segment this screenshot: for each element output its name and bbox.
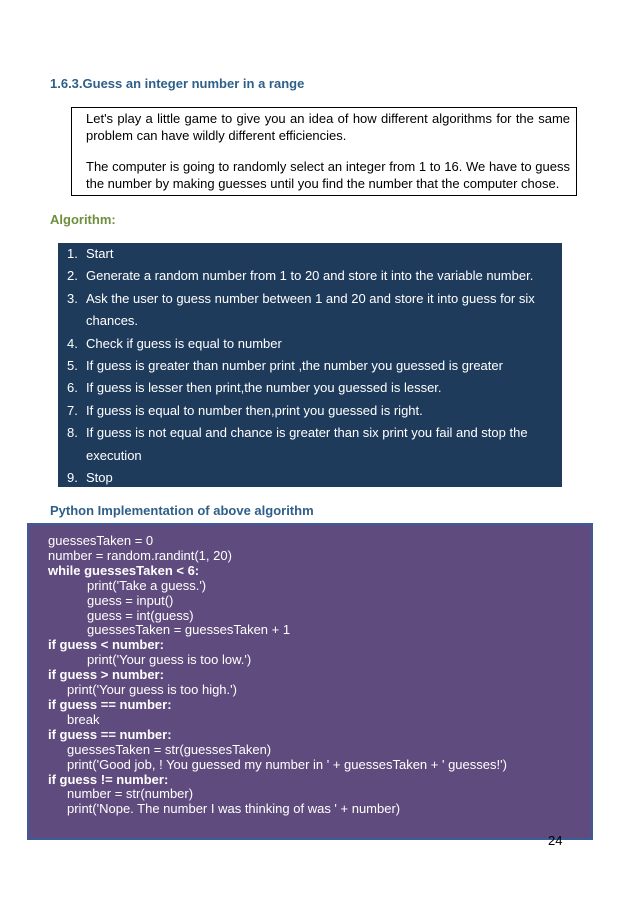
step-text: If guess is equal to number then,print you guessed is right. bbox=[86, 402, 423, 418]
code-line: while guessesTaken < 6: bbox=[48, 562, 200, 578]
step-number: 6. bbox=[67, 380, 78, 396]
code-line: print('Nope. The number I was thinking of was ' + number) bbox=[67, 801, 401, 817]
algorithm-box bbox=[58, 243, 562, 487]
step-number: 7. bbox=[67, 402, 78, 418]
intro-paragraph-1: Let's play a little game to give you an idea of how different algorithms for the same problem can have wildly different efficiencies. bbox=[86, 111, 570, 143]
code-block bbox=[27, 523, 593, 840]
algorithm-step bbox=[58, 265, 562, 287]
algorithm-step bbox=[58, 467, 562, 489]
algorithm-step bbox=[58, 288, 562, 333]
code-line: print('Your guess is too high.') bbox=[67, 682, 237, 698]
code-line: if guess != number: bbox=[48, 771, 169, 787]
code-line: guessesTaken = 0 bbox=[48, 533, 154, 548]
step-number: 8. bbox=[67, 425, 78, 441]
code-line: guessesTaken = str(guessesTaken) bbox=[67, 741, 272, 757]
code-line: print('Your guess is too low.') bbox=[87, 652, 252, 668]
python-implementation-title: Python Implementation of above algorithm bbox=[50, 503, 314, 518]
algorithm-step bbox=[58, 400, 562, 422]
step-number: 4. bbox=[67, 335, 78, 351]
code-line: if guess == number: bbox=[48, 726, 172, 742]
step-text: If guess is greater than number print ,the number you guessed is greater bbox=[86, 358, 503, 374]
step-text: Generate a random number from 1 to 20 and store it into the variable number. bbox=[86, 268, 534, 284]
code-line: guessesTaken = guessesTaken + 1 bbox=[87, 622, 291, 638]
step-text: If guess is not equal and chance is greater than six print you fail and stop the execution bbox=[86, 425, 528, 463]
step-number: 3. bbox=[67, 290, 78, 306]
step-text: Stop bbox=[86, 470, 113, 486]
step-number: 9. bbox=[67, 470, 78, 486]
intro-paragraph-2: The computer is going to randomly select an integer from 1 to 16. We have to guess the number by making guesses until you find the number that the computer chose. bbox=[86, 159, 570, 191]
intro-box bbox=[71, 107, 577, 196]
step-number: 2. bbox=[67, 268, 78, 284]
algorithm-step bbox=[58, 377, 562, 399]
step-number: 1. bbox=[67, 246, 78, 261]
code-line: break bbox=[67, 711, 100, 727]
algorithm-step bbox=[58, 355, 562, 377]
code-line: number = str(number) bbox=[67, 786, 194, 802]
step-text: Ask the user to guess number between 1 and 20 and store it into guess for six chances. bbox=[86, 290, 535, 329]
step-text: If guess is lesser then print,the number you guessed is lesser. bbox=[86, 380, 442, 396]
step-text: Check if guess is equal to number bbox=[86, 335, 282, 351]
algorithm-step bbox=[58, 243, 562, 265]
algorithm-steps-list bbox=[58, 243, 562, 489]
section-heading: 1.6.3.Guess an integer number in a range bbox=[50, 76, 305, 91]
algorithm-step bbox=[58, 333, 562, 355]
step-text: Start bbox=[86, 246, 114, 261]
code-line: guess = input() bbox=[87, 592, 174, 608]
code-line: print('Good job, ! You guessed my number in ' + guessesTaken + ' guesses!') bbox=[67, 756, 507, 772]
code-line: if guess > number: bbox=[48, 667, 164, 683]
code-line: number = random.randint(1, 20) bbox=[48, 547, 232, 563]
step-number: 5. bbox=[67, 358, 78, 374]
algorithm-title: Algorithm: bbox=[50, 212, 116, 227]
code-line: guess = int(guess) bbox=[87, 607, 194, 623]
algorithm-step bbox=[58, 422, 562, 467]
code-line: print('Take a guess.') bbox=[87, 577, 207, 593]
code-line: if guess < number: bbox=[48, 637, 164, 653]
code-line: if guess == number: bbox=[48, 696, 172, 712]
page-number: 24 bbox=[548, 833, 563, 848]
